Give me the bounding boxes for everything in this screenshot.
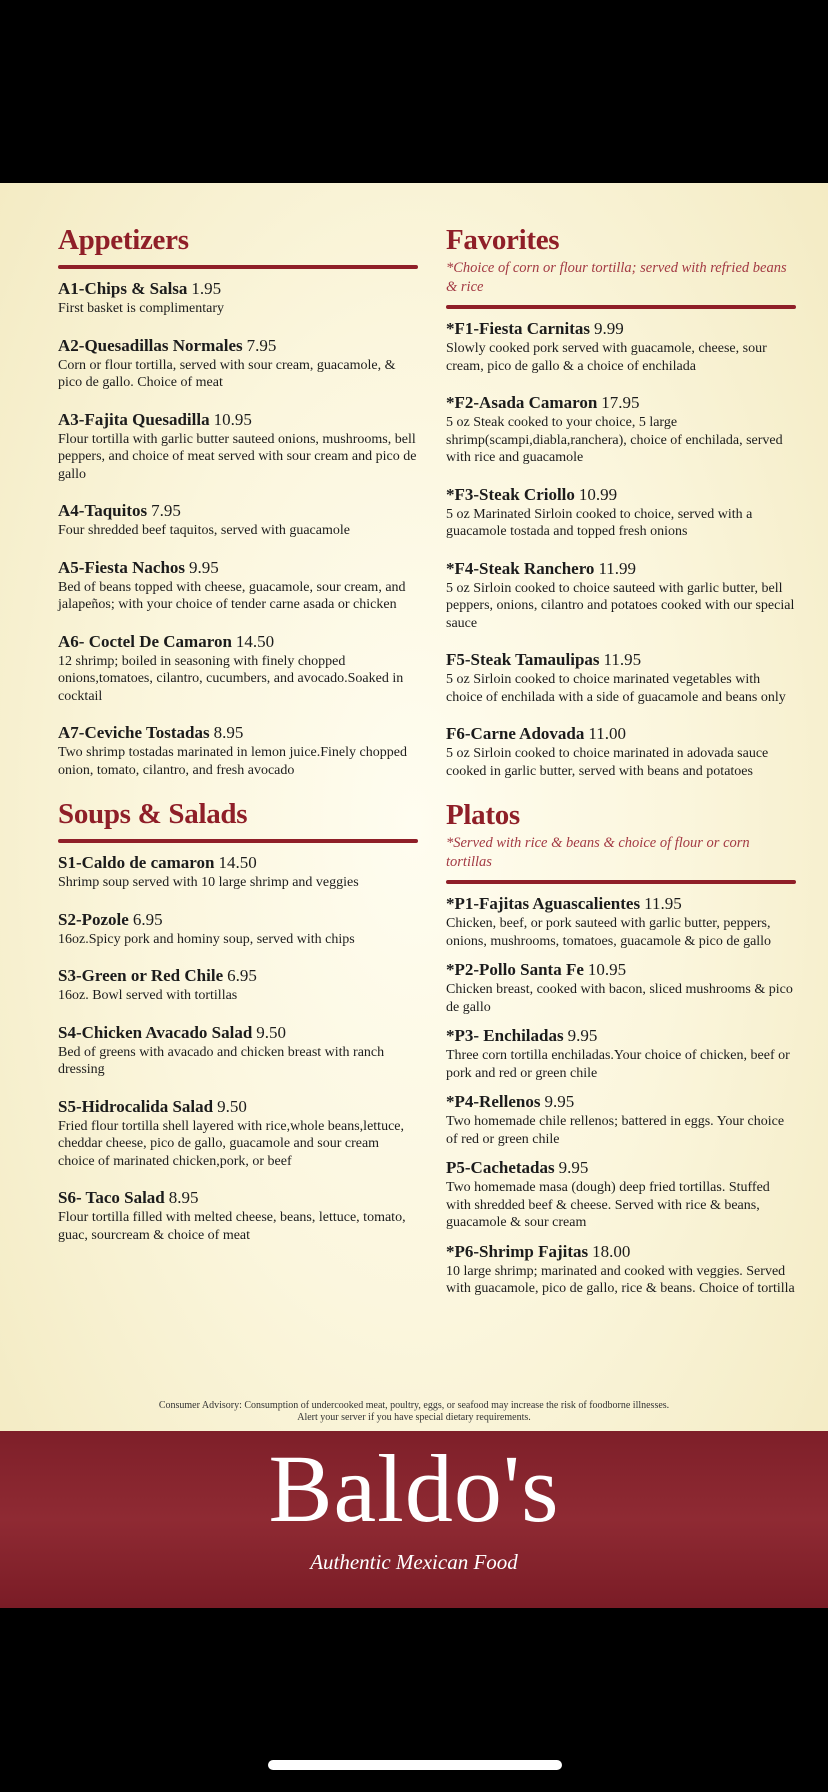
menu-item-name: *F1-Fiesta Carnitas xyxy=(446,319,591,338)
section-title-soups: Soups & Salads xyxy=(58,798,248,830)
platos-subtitle: *Served with rice & beans & choice of flour or corn tortillas xyxy=(446,835,750,870)
menu-item-price: 8.95 xyxy=(168,1188,199,1207)
menu-item-description: 5 oz Steak cooked to your choice, 5 large shrimp(scampi,diabla,ranchera), choice of enchilada, served with rice and guacamole xyxy=(446,415,783,465)
menu-item-name: *P2-Pollo Santa Fe xyxy=(446,960,584,979)
menu-item-price: 9.95 xyxy=(558,1158,589,1177)
menu-item xyxy=(58,966,418,1005)
brand-banner xyxy=(0,1431,828,1608)
menu-item-description: 16oz.Spicy pork and hominy soup, served with chips xyxy=(58,931,355,947)
menu-item-heading xyxy=(446,559,796,579)
home-indicator[interactable] xyxy=(268,1760,562,1770)
menu-item-description: Two homemade masa (dough) deep fried tortillas. Stuffed with shredded beef & cheese. Served with rice & beans, guacamole & sour cream xyxy=(446,1180,770,1230)
menu-item-heading xyxy=(446,960,796,980)
menu-item-name: *P4-Rellenos xyxy=(446,1092,541,1111)
menu-item-description: 12 shrimp; boiled in seasoning with finely chopped onions,tomatoes, cilantro, cucumbers, and avocado.Soaked in cocktail xyxy=(58,653,404,704)
menu-item xyxy=(446,1026,796,1082)
menu-item xyxy=(58,1097,418,1171)
menu-item-heading xyxy=(446,1158,796,1178)
menu-item-name: *P1-Fajitas Aguascalientes xyxy=(446,894,641,913)
menu-item-heading xyxy=(446,319,796,339)
menu-item-description: Bed of beans topped with cheese, guacamole, sour cream, and jalapeños; with your choice of tender carne asada or chicken xyxy=(58,579,406,612)
section-title-platos: Platos xyxy=(446,799,520,831)
menu-item-name: A2-Quesadillas Normales xyxy=(58,335,243,355)
menu-item xyxy=(446,559,796,633)
section-divider xyxy=(446,880,796,884)
menu-item-price: 9.95 xyxy=(567,1026,598,1045)
menu-item-description: Chicken breast, cooked with bacon, sliced mushrooms & pico de gallo xyxy=(446,982,793,1015)
soups-section xyxy=(58,797,418,1244)
menu-item-description: Corn or flour tortilla, served with sour cream, guacamole, & pico de gallo. Choice of meat xyxy=(58,357,396,390)
menu-item xyxy=(58,558,418,614)
favorites-list xyxy=(446,319,796,780)
menu-item-description: Fried flour tortilla shell layered with rice,whole beans,lettuce, cheddar cheese, pico de gallo, guacamole and sour cream choice of marinated chicken,pork, or beef xyxy=(58,1118,404,1169)
favorites-subtitle: *Choice of corn or flour tortilla; served with refried beans & rice xyxy=(446,260,787,295)
menu-item-name: A1-Chips & Salsa xyxy=(58,279,188,298)
menu-item-name: S1-Caldo de camaron xyxy=(58,853,215,872)
menu-item xyxy=(446,393,796,467)
menu-item-price: 11.00 xyxy=(588,724,626,743)
brand-tagline: Authentic Mexican Food xyxy=(310,1550,518,1574)
menu-item-price: 7.95 xyxy=(246,335,277,355)
menu-item xyxy=(446,650,796,706)
left-column xyxy=(58,223,418,1262)
section-divider xyxy=(58,839,418,843)
platos-list xyxy=(446,894,796,1298)
menu-item-heading xyxy=(58,336,418,356)
menu-item-description: 16oz. Bowl served with tortillas xyxy=(58,988,238,1003)
menu-item-name: S3-Green or Red Chile xyxy=(58,966,224,985)
menu-item-heading xyxy=(446,1026,796,1046)
menu-item-price: 10.95 xyxy=(587,960,627,979)
menu-item-heading xyxy=(58,501,418,521)
menu-item-price: 14.50 xyxy=(218,853,257,872)
menu-item-price: 6.95 xyxy=(227,966,257,985)
section-divider xyxy=(446,305,796,309)
menu-item-description: Shrimp soup served with 10 large shrimp and veggies xyxy=(58,875,359,890)
menu-item-description: Chicken, beef, or pork sauteed with garlic butter, peppers, onions, mushrooms, tomatoes, guacamole & pico de gallo xyxy=(446,916,772,949)
menu-item xyxy=(58,1188,418,1244)
menu-item-price: 11.95 xyxy=(603,650,642,669)
menu-item-name: S5-Hidrocalida Salad xyxy=(58,1096,214,1116)
menu-item-name: A7-Ceviche Tostadas xyxy=(58,723,210,742)
menu-item xyxy=(58,279,418,318)
menu-item-name: F5-Steak Tamaulipas xyxy=(446,650,600,669)
menu-item-description: 5 oz Sirloin cooked to choice marinated in adovada sauce cooked in garlic butter, served with beans and potatoes xyxy=(446,746,769,779)
appetizers-section xyxy=(58,223,418,779)
menu-item xyxy=(58,910,418,949)
menu-item-heading xyxy=(58,1023,418,1043)
menu-item-heading xyxy=(58,723,418,743)
menu-item-price: 11.99 xyxy=(598,558,637,578)
menu-item-price: 11.95 xyxy=(644,894,682,913)
menu-item xyxy=(58,1023,418,1079)
menu-item xyxy=(58,336,418,392)
menu-item-name: A5-Fiesta Nachos xyxy=(58,557,186,577)
menu-item-name: *F4-Steak Ranchero xyxy=(446,558,595,578)
platos-section xyxy=(446,798,796,1298)
menu-item-heading xyxy=(58,410,418,430)
menu-item-heading xyxy=(58,1188,418,1208)
menu-item-heading xyxy=(446,650,796,670)
section-title-favorites: Favorites xyxy=(446,224,560,256)
menu-item-description: Flour tortilla filled with melted cheese, beans, lettuce, tomato, guac, sourcream & choice of meat xyxy=(58,1210,406,1243)
menu-item-price: 10.95 xyxy=(213,409,252,429)
consumer-advisory xyxy=(0,1400,828,1424)
menu-item xyxy=(446,894,796,950)
menu-item-heading xyxy=(58,632,418,652)
menu-item-description: Two homemade chile rellenos; battered in eggs. Your choice of red or green chile xyxy=(446,1114,785,1147)
menu-item-name: A4-Taquitos xyxy=(58,501,148,520)
menu-item-description: 10 large shrimp; marinated and cooked with veggies. Served with guacamole, pico de gallo, rice & beans. Choice of tortilla xyxy=(446,1263,795,1296)
menu-item-description: 5 oz Marinated Sirloin cooked to choice, served with a guacamole tostada and topped fresh onions xyxy=(446,506,753,539)
menu-item-price: 9.50 xyxy=(256,1022,287,1042)
menu-item-name: S4-Chicken Avacado Salad xyxy=(58,1022,253,1042)
menu-item-description: Two shrimp tostadas marinated in lemon juice.Finely chopped onion, tomato, cilantro, and fresh avocado xyxy=(58,745,407,778)
menu-item xyxy=(446,485,796,541)
menu-item-heading xyxy=(446,485,796,505)
menu-item-price: 9.99 xyxy=(594,319,624,338)
menu-item-heading xyxy=(446,724,796,744)
menu-item-heading xyxy=(58,966,418,986)
advisory-line-1: Consumer Advisory: Consumption of undercooked meat, poultry, eggs, or seafood may increase the risk of foodborne illnesses. xyxy=(158,1400,670,1411)
menu-item-description: 5 oz Sirloin cooked to choice marinated vegetables with choice of enchilada with a side of guacamole and beans only xyxy=(446,672,786,705)
section-title-appetizers: Appetizers xyxy=(58,224,189,256)
top-black-area xyxy=(0,0,828,183)
menu-item xyxy=(446,319,796,375)
menu-item xyxy=(446,1092,796,1148)
menu-item-heading xyxy=(446,1092,796,1112)
favorites-section xyxy=(446,223,796,780)
menu-item xyxy=(446,1242,796,1298)
menu-item xyxy=(58,501,418,540)
menu-item-description: 5 oz Sirloin cooked to choice sauteed with garlic butter, bell peppers, onions, cilantro and potatoes cooked with our special sauce xyxy=(446,580,795,631)
menu-item-heading xyxy=(58,910,418,930)
menu-item-heading xyxy=(58,558,418,578)
menu-item-description: Bed of greens with avacado and chicken breast with ranch dressing xyxy=(58,1044,385,1077)
menu-item-description: Three corn tortilla enchiladas.Your choice of chicken, beef or pork and red or green chile xyxy=(446,1048,790,1081)
menu-item-price: 9.95 xyxy=(189,557,219,577)
menu-item-price: 1.95 xyxy=(191,279,222,298)
menu-item-price: 9.50 xyxy=(217,1096,247,1116)
section-divider xyxy=(58,265,418,269)
menu-item xyxy=(58,410,418,484)
right-column xyxy=(446,223,796,1308)
menu-item-description: Flour tortilla with garlic butter sauteed onions, mushrooms, bell peppers, and choice of meat served with sour cream and pico de gallo xyxy=(58,431,417,482)
menu-item-heading xyxy=(446,1242,796,1262)
menu-item-price: 7.95 xyxy=(151,501,181,520)
menu-item-heading xyxy=(58,853,418,873)
menu-item xyxy=(446,960,796,1016)
menu-item xyxy=(58,853,418,892)
menu-item-price: 18.00 xyxy=(592,1241,631,1261)
menu-item-name: *P3- Enchiladas xyxy=(446,1026,564,1045)
menu-item-name: A3-Fajita Quesadilla xyxy=(58,409,210,429)
menu-item xyxy=(58,632,418,706)
menu-item-price: 14.50 xyxy=(235,631,275,651)
menu-item-name: *F2-Asada Camaron xyxy=(446,393,598,412)
menu-item-price: 17.95 xyxy=(601,393,640,412)
advisory-line-2: Alert your server if you have special dietary requirements. xyxy=(297,1412,531,1423)
menu-item-name: S2-Pozole xyxy=(58,909,129,929)
menu-item-description: First basket is complimentary xyxy=(58,301,225,316)
menu-item xyxy=(446,1158,796,1232)
menu-item-name: A6- Coctel De Camaron xyxy=(58,631,232,651)
brand-name: Baldo's xyxy=(268,1435,560,1542)
menu-item-name: F6-Carne Adovada xyxy=(446,724,585,743)
menu-item-heading xyxy=(58,279,418,299)
menu-page xyxy=(0,183,828,1608)
appetizers-list xyxy=(58,279,418,779)
menu-item-name: P5-Cachetadas xyxy=(446,1158,555,1177)
menu-item-description: Slowly cooked pork served with guacamole, cheese, sour cream, pico de gallo & a choice of enchilada xyxy=(446,341,767,374)
menu-item-name: *P6-Shrimp Fajitas xyxy=(446,1241,589,1261)
menu-item-name: *F3-Steak Criollo xyxy=(446,484,575,504)
menu-item-heading xyxy=(58,1097,418,1117)
menu-item-heading xyxy=(446,393,796,413)
menu-item xyxy=(58,723,418,779)
menu-item-description: Four shredded beef taquitos, served with guacamole xyxy=(58,523,350,538)
menu-item-price: 10.99 xyxy=(578,484,618,504)
menu-item-price: 9.95 xyxy=(544,1092,575,1111)
menu-item xyxy=(446,724,796,780)
menu-item-price: 8.95 xyxy=(213,723,244,742)
menu-item-price: 6.95 xyxy=(132,909,163,929)
menu-item-name: S6- Taco Salad xyxy=(58,1188,165,1207)
menu-item-heading xyxy=(446,894,796,914)
soups-list xyxy=(58,853,418,1244)
